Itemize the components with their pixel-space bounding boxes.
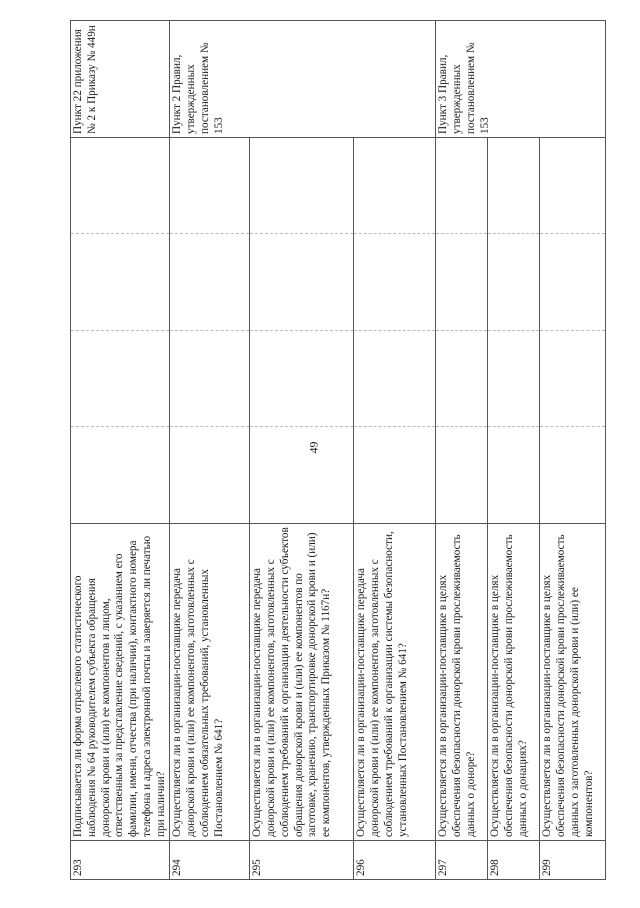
- table-row: [488, 21, 540, 880]
- table-row: [71, 21, 170, 880]
- empty-cell: [488, 331, 540, 428]
- rotated-table-container: [70, 20, 610, 880]
- row-number: 298: [488, 841, 540, 880]
- empty-cell: [354, 427, 436, 524]
- checklist-table: [70, 20, 606, 880]
- page-number: 49: [306, 441, 321, 454]
- empty-cell: [354, 138, 436, 235]
- row-question: Осуществляется ли в организации-поставщике передача донорской крови и (или) ее компонентов, заготовленных с соблюдением требований к организации деятельности субъектов обращения донорской крови и (или) ее компонентов по заготовке, хранению, транспортировке донорской крови и (или) ее компонентов, утвержденных Приказом № 1167н?: [250, 524, 354, 841]
- empty-cell: [488, 234, 540, 331]
- row-question: Осуществляется ли в организации-поставщике в целях обеспечения безопасности донорской крови прослеживаемость данных о заготовленных донорской крови и (или) ее компонентов?: [540, 524, 606, 841]
- row-question: Подписывается ли форма отраслевого статистического наблюдения № 64 руководителем субъекта обращения донорской крови и (или) ее компонентов и лицом, ответственным за представление сведений, с указанием его фамилии, имени, отчества (при наличии), контактного номера телефона и адреса электронной почты и заверяется ли печатью при наличии?: [71, 524, 170, 841]
- table-row: [436, 21, 488, 880]
- empty-cell: [488, 427, 540, 524]
- row-number: 299: [540, 841, 606, 880]
- empty-cell: [354, 331, 436, 428]
- empty-cell: [170, 331, 250, 428]
- table-row: [170, 21, 250, 880]
- empty-cell: [540, 427, 606, 524]
- empty-cell: [540, 234, 606, 331]
- empty-cell: [170, 427, 250, 524]
- empty-cell: [71, 331, 170, 428]
- empty-cell: [354, 234, 436, 331]
- empty-cell: [250, 138, 354, 235]
- row-reference: Пункт 2 Правил, утвержденных постановлением № 153: [170, 21, 436, 138]
- empty-cell: [436, 331, 488, 428]
- empty-cell: [540, 138, 606, 235]
- table-row: [250, 21, 354, 880]
- empty-cell: [436, 234, 488, 331]
- empty-cell: [170, 234, 250, 331]
- table-row: [540, 21, 606, 880]
- empty-cell: [250, 427, 354, 524]
- empty-cell: [71, 427, 170, 524]
- empty-cell: [170, 138, 250, 235]
- table-row: [354, 21, 436, 880]
- row-question: Осуществляется ли в организации-поставщике в целях обеспечения безопасности донорской крови прослеживаемость данных о донациях?: [488, 524, 540, 841]
- row-question: Осуществляется ли в организации-поставщике в целях обеспечения безопасности донорской крови прослеживаемость данных о доноре?: [436, 524, 488, 841]
- empty-cell: [436, 427, 488, 524]
- row-question: Осуществляется ли в организации-поставщике передача донорской крови и (или) ее компонентов, заготовленных с соблюдением требований к организации системы безопасности, установленных Постановлением № 641?: [354, 524, 436, 841]
- empty-cell: [436, 138, 488, 235]
- empty-cell: [71, 138, 170, 235]
- empty-cell: [488, 138, 540, 235]
- row-reference: Пункт 3 Правил, утвержденных постановлением № 153: [436, 21, 606, 138]
- row-reference: Пункт 22 приложения № 2 к Приказу № 449н: [71, 21, 170, 138]
- row-number: 296: [354, 841, 436, 880]
- row-number: 293: [71, 841, 170, 880]
- row-number: 295: [250, 841, 354, 880]
- empty-cell: [250, 234, 354, 331]
- row-number: 294: [170, 841, 250, 880]
- row-number: 297: [436, 841, 488, 880]
- row-question: Осуществляется ли в организации-поставщике передача донорской крови и (или) ее компонентов, заготовленных с соблюдением обязательных требований, установленных Постановлением № 641?: [170, 524, 250, 841]
- empty-cell: [540, 331, 606, 428]
- empty-cell: [250, 331, 354, 428]
- empty-cell: [71, 234, 170, 331]
